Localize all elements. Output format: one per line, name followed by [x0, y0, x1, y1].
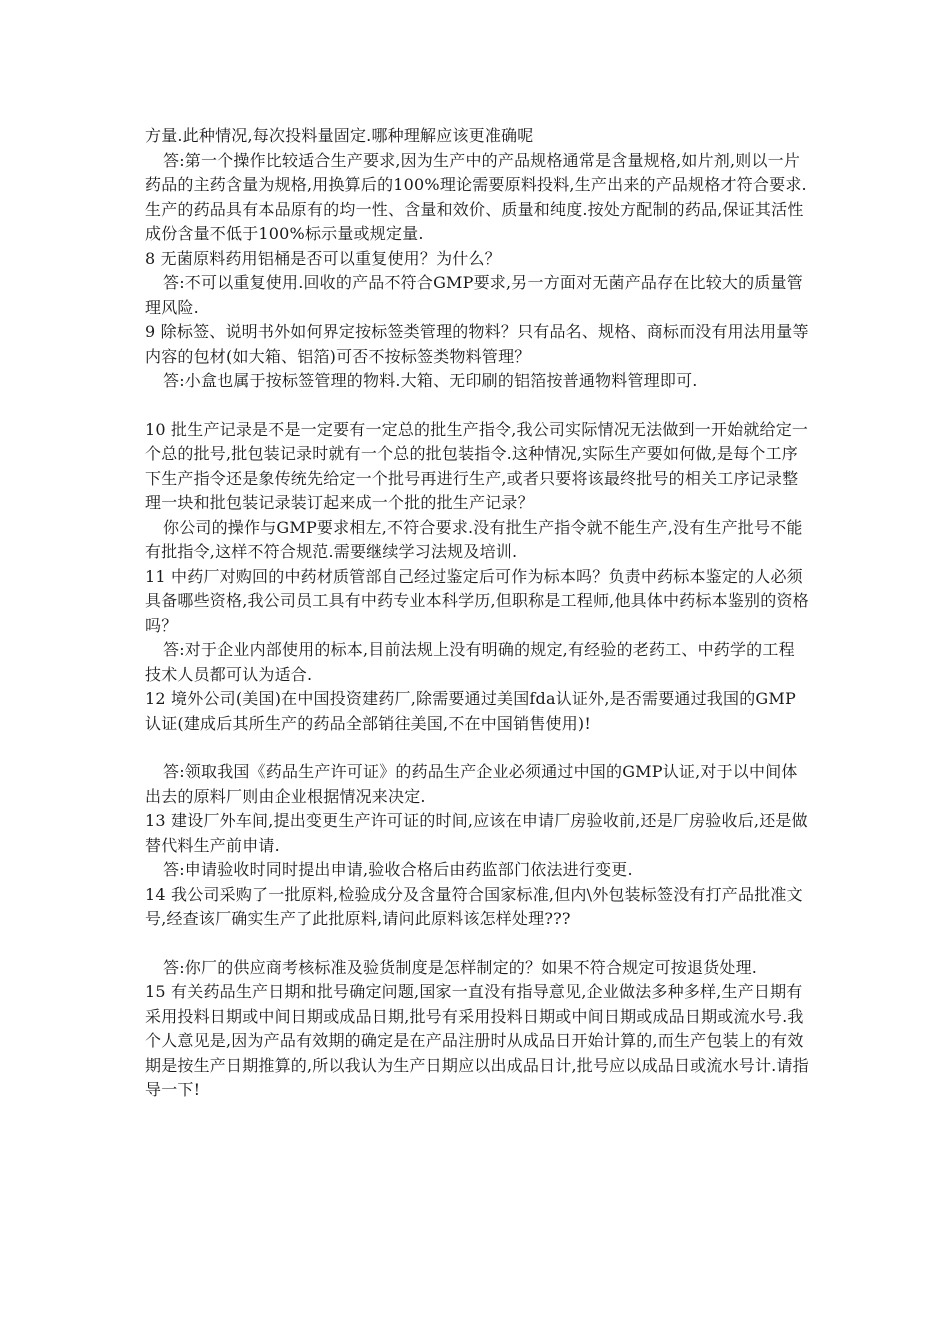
- answer-paragraph: 你公司的操作与GMP要求相左,不符合要求.没有批生产指令就不能生产,没有生产批号不能有批指令,这样不符合规范.需要继续学习法规及培训.: [145, 517, 803, 561]
- answer-paragraph: 答:申请验收时同时提出申请,验收合格后由药监部门依法进行变更.: [163, 860, 633, 879]
- answer-paragraph: 答:不可以重复使用.回收的产品不符合GMP要求,另一方面对无菌产品存在比较大的质量管理风险.: [145, 273, 803, 317]
- answer-paragraph: 答:第一个操作比较适合生产要求,因为生产中的产品规格通常是含量规格,如片剂,则以一片药品的主药含量为规格,用换算后的100%理论需要原料投料,生产出来的产品规格才符合要求.生产的药品具有本品原有的均一性、含量和效价、质量和纯度.按处方配制的药品,保证其活性成份含量不低于100%标示量或规定量.: [145, 150, 807, 243]
- blank-line: [145, 736, 810, 760]
- answer-paragraph: 答:对于企业内部使用的标本,目前法规上没有明确的规定,有经验的老药工、中药学的工程技术人员都可认为适合.: [145, 640, 795, 684]
- answer-paragraph: 答:你厂的供应商考核标准及验货制度是怎样制定的？如果不符合规定可按退货处理.: [163, 957, 758, 977]
- blank-line: [145, 932, 810, 956]
- question-paragraph: 13 建设厂外车间,提出变更生产许可证的时间,应该在申请厂房验收前,还是厂房验收后,还是做替代料生产前申请.: [145, 811, 808, 855]
- question-paragraph: 11 中药厂对购回的中药材质管部自己经过鉴定后可作为标本吗？负责中药标本鉴定的人必须具备哪些资格,我公司员工具有中药专业本科学历,但职称是工程师,他具体中药标本鉴别的资格吗？: [145, 566, 809, 635]
- question-paragraph: 12 境外公司(美国)在中国投资建药厂,除需要通过美国fda认证外,是否需要通过我国的GMP认证(建成后其所生产的药品全部销往美国,不在中国销售使用)!: [145, 689, 796, 733]
- question-paragraph: 14 我公司采购了一批原料,检验成分及含量符合国家标准,但内\外包装标签没有打产品批准文号,经查该厂确实生产了此批原料,请问此原料该怎样处理???: [145, 884, 803, 928]
- question-paragraph: 9 除标签、说明书外如何界定按标签类管理的物料？只有品名、规格、商标而没有用法用量等内容的包材(如大箱、铝箔)可否不按标签类物料管理？: [145, 322, 809, 366]
- question-paragraph: 10 批生产记录是不是一定要有一定总的批生产指令,我公司实际情况无法做到一开始就给定一个总的批号,批包装记录时就有一个总的批包装指令.这种情况,实际生产要如何做,是每个工序下生产指令还是象传统先给定一个批号再进行生产,或者只要将该最终批号的相关工序记录整理一块和批包装记录装订起来成一个批的批生产记录？: [145, 419, 809, 512]
- answer-paragraph: 答:领取我国《药品生产许可证》的药品生产企业必须通过中国的GMP认证,对于以中间体出去的原料厂则由企业根据情况来决定.: [145, 762, 798, 806]
- document-body: [145, 124, 810, 1103]
- question-paragraph: 方量.此种情况,每次投料量固定.哪种理解应该更准确呢: [145, 126, 534, 145]
- question-paragraph: 8 无菌原料药用铝桶是否可以重复使用？为什么？: [145, 248, 501, 268]
- question-paragraph: 15 有关药品生产日期和批号确定问题,国家一直没有指导意见,企业做法多种多样,生产日期有采用投料日期或中间日期或成品日期,批号有采用投料日期或中间日期或成品日期或流水号.我个人意见是,因为产品有效期的确定是在产品注册时从成品日开始计算的,而生产包装上的有效期是按生产日期推算的,所以我认为生产日期应以出成品日计,批号应以成品日或流水号计.请指导一下!: [145, 982, 809, 1099]
- answer-paragraph: 答:小盒也属于按标签管理的物料.大箱、无印刷的铝箔按普通物料管理即可.: [163, 371, 698, 390]
- blank-line: [145, 394, 810, 418]
